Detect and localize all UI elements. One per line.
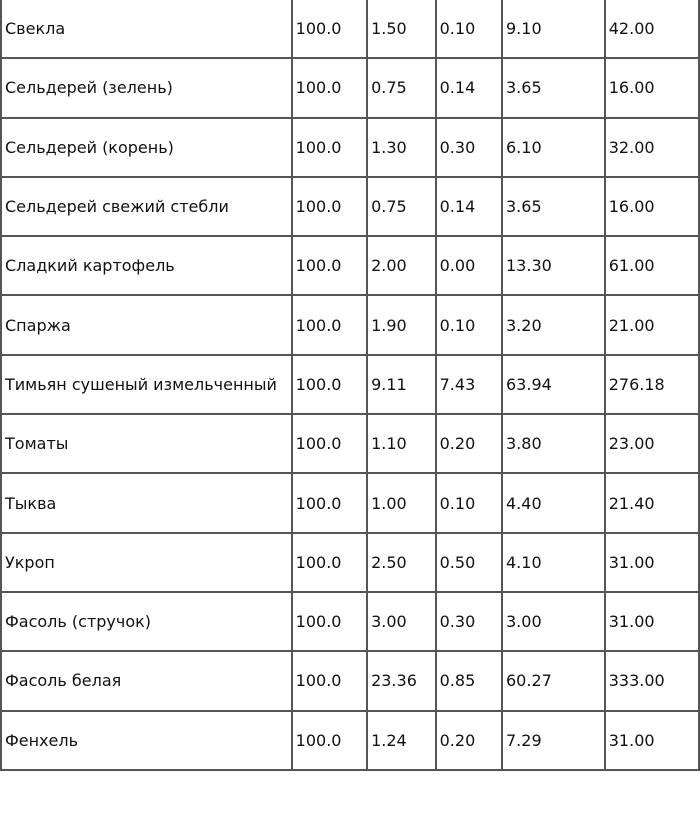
cell-product-name: Тыква: [1, 473, 292, 532]
cell-fat: 0.50: [436, 533, 502, 592]
cell-calories: 16.00: [605, 58, 699, 117]
cell-carbs: 9.10: [502, 0, 605, 58]
cell-weight: 100.0: [292, 118, 367, 177]
cell-product-name: Томаты: [1, 414, 292, 473]
cell-calories: 23.00: [605, 414, 699, 473]
cell-weight: 100.0: [292, 177, 367, 236]
cell-calories: 42.00: [605, 0, 699, 58]
table-row: [1, 533, 699, 592]
cell-weight: 100.0: [292, 711, 367, 770]
cell-product-name: Сладкий картофель: [1, 236, 292, 295]
cell-fat: 0.20: [436, 711, 502, 770]
cell-protein: 1.30: [367, 118, 436, 177]
table-row: [1, 177, 699, 236]
cell-calories: 61.00: [605, 236, 699, 295]
table-row: [1, 118, 699, 177]
table-body: [1, 0, 699, 770]
cell-product-name: Сельдерей (зелень): [1, 58, 292, 117]
cell-fat: 0.00: [436, 236, 502, 295]
cell-calories: 31.00: [605, 711, 699, 770]
cell-product-name: Фасоль белая: [1, 651, 292, 710]
cell-calories: 31.00: [605, 533, 699, 592]
cell-fat: 0.10: [436, 473, 502, 532]
cell-carbs: 60.27: [502, 651, 605, 710]
cell-weight: 100.0: [292, 651, 367, 710]
cell-carbs: 6.10: [502, 118, 605, 177]
cell-carbs: 3.20: [502, 295, 605, 354]
cell-protein: 0.75: [367, 177, 436, 236]
cell-carbs: 3.65: [502, 58, 605, 117]
cell-carbs: 4.40: [502, 473, 605, 532]
cell-fat: 0.20: [436, 414, 502, 473]
cell-product-name: Укроп: [1, 533, 292, 592]
table-row: [1, 414, 699, 473]
cell-product-name: Свекла: [1, 0, 292, 58]
cell-calories: 333.00: [605, 651, 699, 710]
cell-calories: 21.40: [605, 473, 699, 532]
cell-fat: 0.10: [436, 0, 502, 58]
cell-product-name: Спаржа: [1, 295, 292, 354]
cell-product-name: Фенхель: [1, 711, 292, 770]
cell-protein: 1.90: [367, 295, 436, 354]
cell-fat: 0.30: [436, 118, 502, 177]
cell-carbs: 7.29: [502, 711, 605, 770]
table-row: [1, 711, 699, 770]
cell-product-name: Сельдерей свежий стебли: [1, 177, 292, 236]
cell-carbs: 13.30: [502, 236, 605, 295]
cell-weight: 100.0: [292, 592, 367, 651]
table-row: [1, 651, 699, 710]
cell-carbs: 4.10: [502, 533, 605, 592]
cell-weight: 100.0: [292, 295, 367, 354]
cell-calories: 31.00: [605, 592, 699, 651]
cell-carbs: 63.94: [502, 355, 605, 414]
cell-weight: 100.0: [292, 58, 367, 117]
cell-protein: 1.24: [367, 711, 436, 770]
cell-fat: 0.10: [436, 295, 502, 354]
table-row: [1, 58, 699, 117]
cell-protein: 9.11: [367, 355, 436, 414]
cell-weight: 100.0: [292, 473, 367, 532]
cell-protein: 3.00: [367, 592, 436, 651]
table-row: [1, 592, 699, 651]
cell-fat: 0.30: [436, 592, 502, 651]
cell-calories: 21.00: [605, 295, 699, 354]
table-row: [1, 236, 699, 295]
cell-weight: 100.0: [292, 355, 367, 414]
cell-product-name: Тимьян сушеный измельченный: [1, 355, 292, 414]
cell-protein: 1.10: [367, 414, 436, 473]
cell-protein: 23.36: [367, 651, 436, 710]
cell-calories: 276.18: [605, 355, 699, 414]
cell-calories: 16.00: [605, 177, 699, 236]
cell-weight: 100.0: [292, 533, 367, 592]
cell-carbs: 3.65: [502, 177, 605, 236]
cell-protein: 2.50: [367, 533, 436, 592]
cell-carbs: 3.00: [502, 592, 605, 651]
table-row: [1, 0, 699, 58]
cell-carbs: 3.80: [502, 414, 605, 473]
cell-protein: 0.75: [367, 58, 436, 117]
cell-weight: 100.0: [292, 0, 367, 58]
table-row: [1, 355, 699, 414]
cell-fat: 0.14: [436, 58, 502, 117]
table-row: [1, 473, 699, 532]
cell-protein: 1.50: [367, 0, 436, 58]
cell-weight: 100.0: [292, 236, 367, 295]
cell-product-name: Фасоль (стручок): [1, 592, 292, 651]
cell-fat: 7.43: [436, 355, 502, 414]
cell-protein: 2.00: [367, 236, 436, 295]
cell-product-name: Сельдерей (корень): [1, 118, 292, 177]
table-row: [1, 295, 699, 354]
cell-calories: 32.00: [605, 118, 699, 177]
cell-protein: 1.00: [367, 473, 436, 532]
cell-fat: 0.14: [436, 177, 502, 236]
cell-fat: 0.85: [436, 651, 502, 710]
cell-weight: 100.0: [292, 414, 367, 473]
